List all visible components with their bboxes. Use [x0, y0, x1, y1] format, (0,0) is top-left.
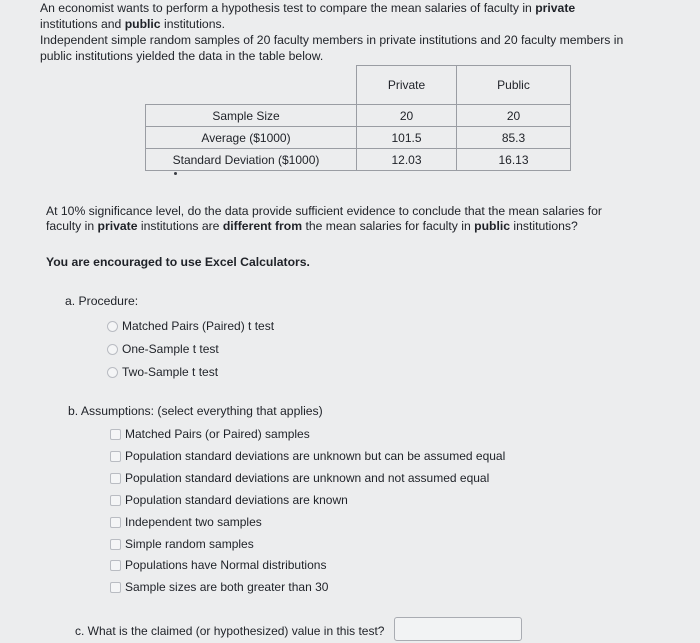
table-row — [146, 127, 571, 149]
table-cell: 85.3 — [457, 127, 571, 149]
assumption-option[interactable]: Populations have Normal distributions — [110, 558, 326, 572]
table-cell: 20 — [357, 105, 457, 127]
checkbox[interactable] — [110, 451, 121, 462]
checkbox[interactable] — [110, 429, 121, 440]
assumption-option[interactable]: Population standard deviations are unknown and not assumed equal — [110, 471, 489, 485]
checkbox[interactable] — [110, 517, 121, 528]
table-header-cell: Private — [357, 66, 457, 105]
radio-button[interactable] — [107, 367, 118, 378]
checkbox[interactable] — [110, 560, 121, 571]
checkbox[interactable] — [110, 495, 121, 506]
radio-button[interactable] — [107, 344, 118, 355]
question-text: At 10% significance level, do the data provide sufficient evidence to conclude that the mean salaries for faculty in private institutions are different from the mean salaries for faculty in public institutions? — [46, 204, 602, 233]
assumption-option[interactable]: Population standard deviations are known — [110, 493, 348, 507]
assumption-option[interactable]: Independent two samples — [110, 515, 262, 529]
procedure-option-matched-pairs[interactable]: Matched Pairs (Paired) t test — [107, 319, 274, 333]
table-cell: 16.13 — [457, 149, 571, 171]
table-row — [146, 149, 571, 171]
excel-hint: You are encouraged to use Excel Calculators. — [46, 255, 310, 269]
table-cell: 12.03 — [357, 149, 457, 171]
table-cell: 101.5 — [357, 127, 457, 149]
table-header-cell: Public — [457, 66, 571, 105]
table-cell: Standard Deviation ($1000) — [146, 149, 357, 171]
assumption-option[interactable]: Matched Pairs (or Paired) samples — [110, 427, 310, 441]
radio-button[interactable] — [107, 321, 118, 332]
table-cell: Sample Size — [146, 105, 357, 127]
stray-dot — [174, 172, 177, 175]
assumption-option[interactable]: Population standard deviations are unknown but can be assumed equal — [110, 449, 505, 463]
table-header-row — [146, 66, 571, 105]
table-cell: 20 — [457, 105, 571, 127]
problem-intro: An economist wants to perform a hypothesis test to compare the mean salaries of faculty in private institutions and public institutions. Independent simple random samples of 20 faculty members in private institutions and 20 faculty members in public institutions yielded the data in the table below. — [40, 1, 624, 63]
part-b-label: b. Assumptions: (select everything that applies) — [68, 404, 323, 418]
checkbox[interactable] — [110, 539, 121, 550]
table-row — [146, 105, 571, 127]
assumption-option[interactable]: Simple random samples — [110, 537, 254, 551]
checkbox[interactable] — [110, 473, 121, 484]
data-table — [145, 65, 571, 171]
assumption-option[interactable]: Sample sizes are both greater than 30 — [110, 580, 328, 594]
table-header-cell — [146, 66, 357, 105]
part-c-label: c. What is the claimed (or hypothesized) value in this test? — [75, 624, 385, 638]
claimed-value-input[interactable] — [394, 617, 522, 641]
checkbox[interactable] — [110, 582, 121, 593]
procedure-option-two-sample[interactable]: Two-Sample t test — [107, 365, 218, 379]
table-cell: Average ($1000) — [146, 127, 357, 149]
part-a-label: a. Procedure: — [65, 294, 139, 308]
procedure-option-one-sample[interactable]: One-Sample t test — [107, 342, 219, 356]
